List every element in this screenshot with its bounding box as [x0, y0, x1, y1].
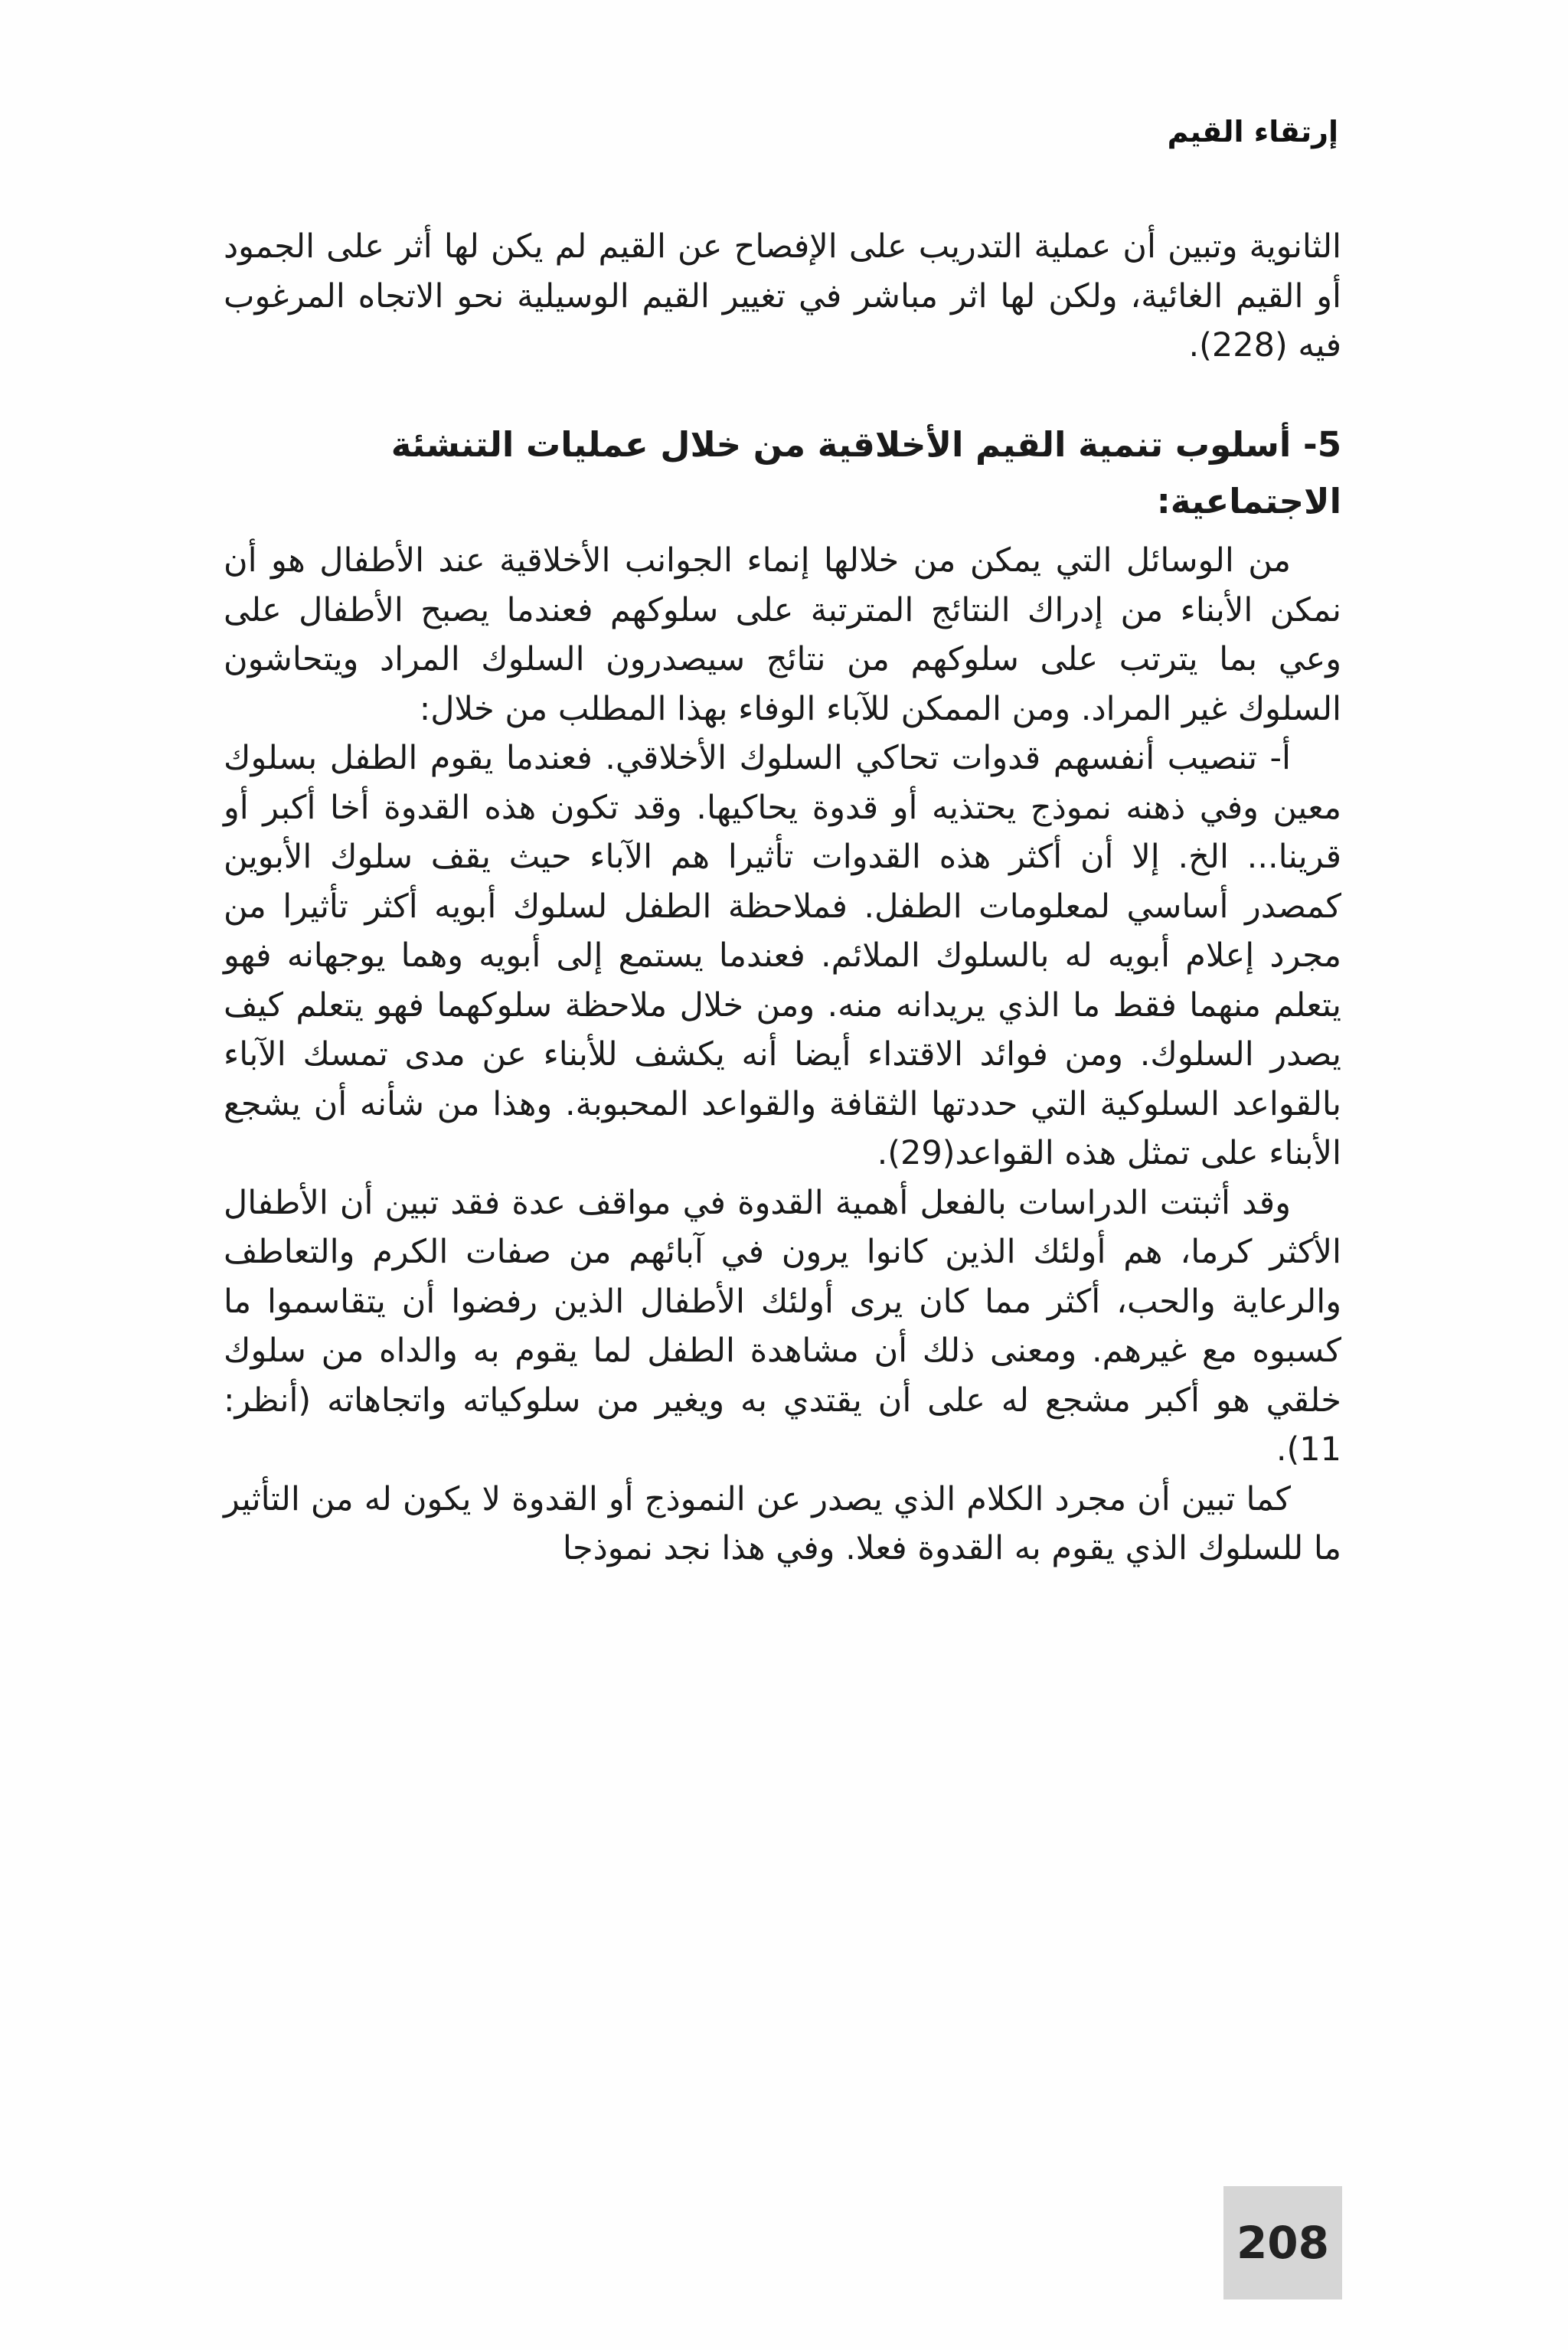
paragraph-3: وقد أثبتت الدراسات بالفعل أهمية القدوة في مواقف عدة فقد تبين أن الأطفال الأكثر كرما، هم أولئك الذين كانوا يرون في آبائهم من صفات الكرم والتعاطف والرعاية والحب، أكثر مما كان يرى أولئك الأطفال الذين رفضوا أن يتقاسموا ما كسبوه مع غيرهم. ومعنى ذلك أن مشاهدة الطفل لما يقوم به والداه من سلوك خلقي هو أكبر مشجع له على أن يقتدي به ويغير من سلوكياته واتجاهاته (أنظر: 11). [224, 1183, 1341, 1469]
page-number-box [1223, 2186, 1342, 2299]
paragraph-1: من الوسائل التي يمكن من خلالها إنماء الجوانب الأخلاقية عند الأطفال هو أن نمكن الأبناء من إدراك النتائج المترتبة على سلوكهم فعندما يصبح الأطفال على وعي بما يترتب على سلوكهم من نتائج سيصدرون السلوك المراد ويتحاشون السلوك غير المراد. ومن الممكن للآباء الوفاء بهذا المطلب من خلال: [224, 541, 1341, 728]
page-body [224, 222, 1341, 1574]
section-heading: 5- أسلوب تنمية القيم الأخلاقية من خلال عمليات التنشئة الاجتماعية: [390, 423, 1341, 521]
running-head-title: إرتقاء القيم [1167, 115, 1338, 149]
opening-paragraph: الثانوية وتبين أن عملية التدريب على الإفصاح عن القيم لم يكن لها أثر على الجمود أو القيم الغائية، ولكن لها اثر مباشر في تغيير القيم الوسيلية نحو الاتجاه المرغوب فيه (228). [224, 227, 1341, 364]
paragraph-4: كما تبين أن مجرد الكلام الذي يصدر عن النموذج أو القدوة لا يكون له من التأثير ما للسلوك الذي يقوم به القدوة فعلا. وفي هذا نجد نموذجا [224, 1479, 1341, 1567]
page-number: 208 [1236, 2217, 1330, 2269]
paragraph-2: أ- تنصيب أنفسهم قدوات تحاكي السلوك الأخلاقي. فعندما يقوم الطفل بسلوك معين وفي ذهنه نموذج يحتذيه أو قدوة يحاكيها. وقد تكون هذه القدوة أخا أكبر أو قرينا... الخ. إلا أن أكثر هذه القدوات تأثيرا هم الآباء حيث يقف سلوك الأبوين كمصدر أساسي لمعلومات الطفل. فملاحظة الطفل لسلوك أبويه أكثر تأثيرا من مجرد إعلام أبويه له بالسلوك الملائم. فعندما يستمع إلى أبويه وهما يوجهانه فهو يتعلم منهما فقط ما الذي يريدانه منه. ومن خلال ملاحظة سلوكهما فهو يتعلم كيف يصدر السلوك. ومن فوائد الاقتداء أيضا أنه يكشف للأبناء عن مدى تمسك الآباء بالقواعد السلوكية التي حددتها الثقافة والقواعد المحبوبة. وهذا من شأنه أن يشجع الأبناء على تمثل هذه القواعد(29). [224, 739, 1341, 1172]
